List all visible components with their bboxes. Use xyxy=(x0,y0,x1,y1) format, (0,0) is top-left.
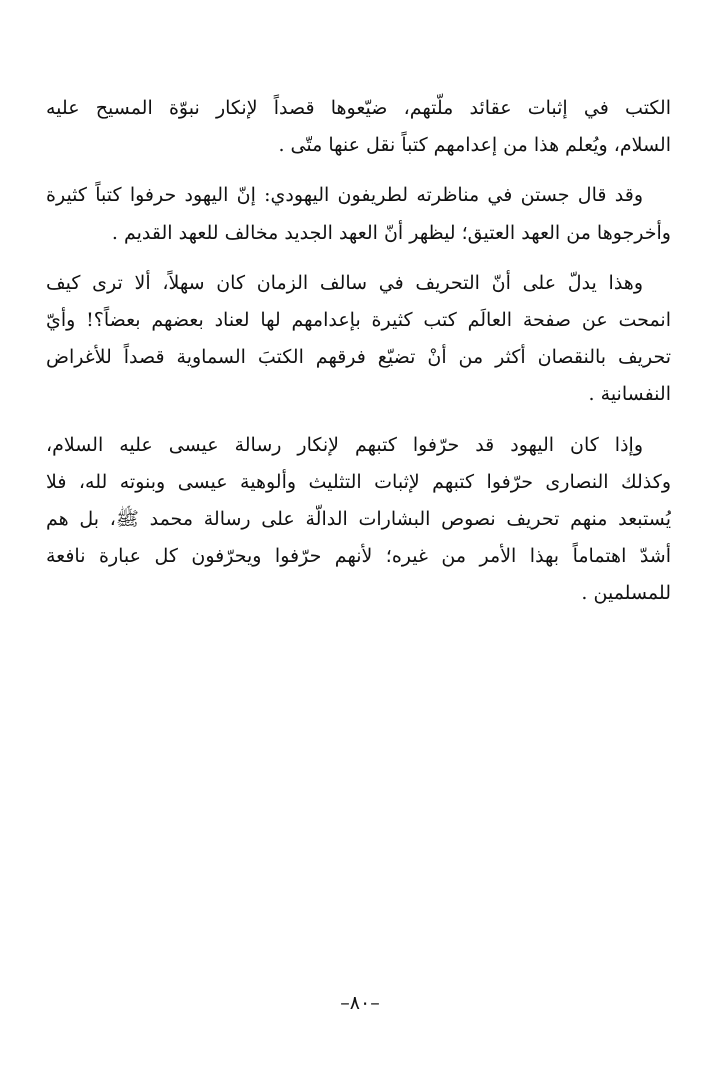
page-number: –٨٠– xyxy=(340,992,380,1014)
text-line: أشدّ اهتماماً بهذا الأمر من غيره؛ لأنهم حرّفوا ويحرّفون كل عبارة نافعة xyxy=(46,545,671,568)
text-line: وكذلك النصارى حرّفوا كتبهم لإثبات التثليث وألوهية عيسى وبنوته لله، فلا xyxy=(46,470,671,493)
paragraph xyxy=(46,427,671,613)
text-line: النفسانية . xyxy=(588,383,671,406)
text-line: انمحت عن صفحة العالَم كتب كثيرة بإعدامهم لها لعناد بعضهم بعضاً؟! وأيّ xyxy=(46,308,671,331)
text-line: للمسلمين . xyxy=(581,582,671,605)
text-line: وهذا يدلّ على أنّ التحريف في سالف الزمان كان سهلاً، ألا ترى كيف xyxy=(46,271,643,294)
body-text xyxy=(46,90,671,612)
text-line: السلام، ويُعلم هذا من إعدامهم كتباً نقل عنها متّى . xyxy=(278,134,671,157)
text-line: يُستبعد منهم تحريف نصوص البشارات الدالّة على رسالة محمد ﷺ، بل هم xyxy=(46,507,671,530)
text-line: وقد قال جستن في مناظرته لطريفون اليهودي: إنّ اليهود حرفوا كتباً كثيرة xyxy=(46,184,643,207)
text-line: وإذا كان اليهود قد حرّفوا كتبهم لإنكار رسالة عيسى عليه السلام، xyxy=(46,433,643,456)
text-line: تحريف بالنقصان أكثر من أنْ تضيّع فرقهم الكتبَ السماوية قصداً للأغراض xyxy=(46,346,671,369)
paragraph xyxy=(46,265,671,414)
text-line: الكتب في إثبات عقائد ملّتهم، ضيّعوها قصداً لإنكار نبوّة المسيح عليه xyxy=(46,97,671,119)
paragraph xyxy=(46,177,671,251)
text-line: وأخرجوها من العهد العتيق؛ ليظهر أنّ العهد الجديد مخالف للعهد القديم . xyxy=(111,221,671,244)
paragraph xyxy=(46,90,671,164)
